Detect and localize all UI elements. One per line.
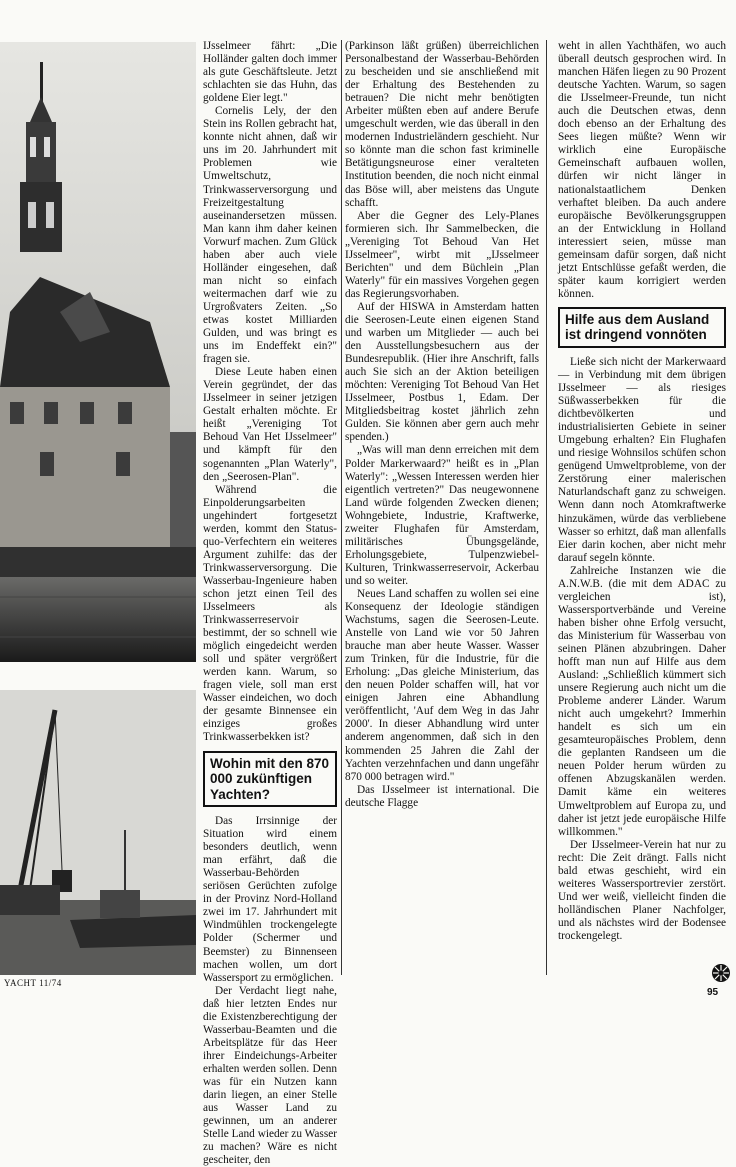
paragraph: Während die Einpolderungsarbeiten ungehindert fortgesetzt werden, kommt den Status-quo-Verfechtern ein weiteres Argument zuhilfe: das der Trinkwasserversorgung. Die Wasserbau-Ingenieure haben schon jetzt einen Teil des IJsselmeers als Trinkwasserreservoir bestimmt, der so schnell wie möglich eingedeicht werden soll und später vergrößert werden kann. Warum, so fragen viele, soll man erst Wasser eindeichen, wo doch der gesamte Binnensee ein einziges großes Trinkwasserbekken ist?: [203, 483, 337, 744]
paragraph: Diese Leute haben einen Verein gegründet, der das IJsselmeer in seiner jetzigen Gestalt erhalten möchte. Er heißt „Vereniging Tot Behoud Van Het IJsselmeer" und kämpft für den sogenannten „Plan Waterly", den „Seerosen-Plan".: [203, 366, 337, 483]
tower-photo: [0, 42, 196, 662]
article-column-1: [203, 40, 337, 1167]
paragraph: Das Irrsinnige der Situation wird einem besonders deutlich, wenn man erfährt, daß die Wasserbau-Behörden seriösen Gerüchten zufolge in der Provinz Nord-Holland zwei im 17. Jahrhundert mit Windmühlen trockengelegte Polder (Schermer und Beemster) zu Binnenseen machen wollen, um dort Wassersport zu ermöglichen.: [203, 815, 337, 984]
tower-photo-graphic: [0, 42, 196, 662]
paragraph: Auf der HISWA in Amsterdam hatten die Seerosen-Leute einen eigenen Stand und warben um Mitglieder — auch bei den Ausstellungsbesuchern aus der Bundesrepublik. (Hier ihre Anschrift, falls auch Sie sich an der Aktion beteiligen möchten: Vereniging Tot Behoud Van Het IJsselmeer, Postbus 1, Edam. Der Mitgliedsbeitrag kostet jährlich zehn Gulden. Sie können aber gern auch mehr spenden.): [345, 300, 539, 444]
paragraph: Aber die Gegner des Lely-Planes formieren sich. Ihr Sammelbecken, die „Vereniging Tot Behoud Van Het IJsselmeer", wirbt mit „IJsselmeer Berichten" und dem Büchlein „Plan Waterly" für ein massives Vorgehen gegen das Regierungsvorhaben.: [345, 209, 539, 300]
crane-photo: [0, 690, 196, 975]
section-heading: Wohin mit den 870 000 zukünftigen Yachten?: [210, 755, 330, 802]
paragraph: Ließe sich nicht der Markerwaard — in Verbindung mit dem übrigen IJsselmeer — als riesiges Süßwasserbekken für die dichtbevölkerten und industrialisierten Gebiete in seiner Umgebung erhalten? Ein Flughafen und riesige Wohnsilos schüfen schon genügend Umweltprobleme, von der Zerstörung einer malerischen Naturlandschaft ganz zu schweigen. Wenn dann noch Atomkraftwerke hinzukämen, würde das verbliebene Wasser so erhitzt, daß man allenfalls Eier darin kochen, aber nicht mehr darauf segeln könnte.: [558, 355, 726, 564]
paragraph: Das IJsselmeer ist international. Die deutsche Flagge: [345, 783, 539, 809]
magazine-issue: YACHT 11/74: [4, 978, 62, 988]
yacht-logo-icon: [711, 963, 731, 983]
column-divider: [341, 40, 342, 975]
paragraph: Zahlreiche Instanzen wie die A.N.W.B. (die mit dem ADAC zu vergleichen ist), Wassersportverbände und Vereine haben bisher ohne Erfolg versucht, das Ministerium für Wasserbau von seinen Plänen abzubringen. Daher hofft man nun auf Hilfe aus dem Ausland: „Schließlich kümmert sich unsere Regierung auch nicht um die Probleme anderer Länder. Warum nicht auch umgekehrt? Immerhin handelt es sich um ein gesamteuropäisches Problem, denn die geplanten Randseen um die neuen Polder herum würden zu offenen Abzugskanälen werden. Damit käme ein weiteres Umweltproblem auf Europa zu, und daher ist jetzt jede europäische Hilfe willkommen.": [558, 564, 726, 838]
section-heading-box: [203, 751, 337, 808]
page-number: 95: [707, 987, 719, 998]
paragraph: „Was will man denn erreichen mit dem Polder Markerwaard?" heißt es in „Plan Waterly": „Wessen Interessen werden hier eigentlich vertreten?" Das neugewonnene Land würde folgenden Zwecken dienen; Wohngebiete, Industrie, Kraftwerke, zweiter Flughafen für Amsterdam, militärisches Übungsgelände, Erholungsgebiete, Tulpenzwiebel-Kulturen, Trinkwasserreservoir, Ackerbau und so weiter.: [345, 444, 539, 587]
article-column-2: [345, 40, 539, 810]
crane-photo-graphic: [0, 690, 196, 975]
paragraph: Der Verdacht liegt nahe, daß hier letzten Endes nur die Existenzberechtigung der Wasserbau-Beamten und die Arbeitsplätze für das Heer ihrer Eindeichungs-Arbeiter erhalten werden sollen. Denn was für ein Nutzen kann darin liegen, an einer Stelle aus Wasser Land zu gewinnen, um an anderer Stelle Land wieder zu Wasser zu machen? Wäre es nicht gescheiter, den: [203, 984, 337, 1167]
column-divider: [546, 40, 547, 975]
article-column-3: [558, 40, 726, 943]
paragraph: IJsselmeer fährt: „Die Holländer galten doch immer als gute Geschäftsleute. Jetzt schlachten sie das Huhn, das goldene Eier legt.": [203, 40, 337, 105]
paragraph: Cornelis Lely, der den Stein ins Rollen gebracht hat, konnte nicht ahnen, daß wir uns im 20. Jahrhundert mit Problemen wie Umweltschutz, Trinkwasserversorgung und Freizeitgestaltung auseinandersetzen müssen. Man kann ihm daher keinen Vorwurf machen. Zum Glück haben aber auch viele Holländer eingesehen, daß man nicht so einfach weitermachen darf wie zu Urgroßvaters Zeiten. „So etwas kostet Milliarden Gulden, und was bringt es uns im Endeffekt ein?" fragen sie.: [203, 105, 337, 366]
paragraph: Neues Land schaffen zu wollen sei eine Konsequenz der Ideologie ständigen Wachstums, sagen die Seerosen-Leute. Anstelle von Land wie vor 50 Jahren brauche man aber heute Wasser. Wasser zum Trinken, für die Industrie, für die Erholung: „Das gleiche Ministerium, das den neuen Polder schaffen will, hat vor einigen Jahren eine Abhandlung veröffentlicht, 'Auf dem Weg in das Jahr 2000'. In dieser Abhandlung wird unter anderem angenommen, daß sich in den kommenden 25 Jahren die Zahl der Yachten verzehnfachen und dann ungefähr 870 000 betragen wird.": [345, 587, 539, 783]
section-heading: Hilfe aus dem Ausland ist dringend vonnöten: [565, 311, 710, 343]
paragraph: Der IJsselmeer-Verein hat nur zu recht: Die Zeit drängt. Falls nicht bald etwas geschieht, wird ein weiteres Wassersportrevier zerstört. Und wer weiß, vielleicht finden die holländischen Planer Nachfolger, und als nächstes wird der Bodensee trockengelegt.: [558, 838, 726, 942]
paragraph: (Parkinson läßt grüßen) überreichlichen Personalbestand der Wasserbau-Behörden zu bescheiden und sie anschließend mit der Erhaltung des Bestehenden zu betrauen? Die nicht mehr benötigten Arbeiter müßten eben auf andere Berufe umgeschult werden, wie das überall in den modernen Industrieländern geschieht. Nur so könnte man die schon fast kriminelle Betätigungsneurose einer veralteten Institution beenden, die noch nicht einmal das Böse will, aber meistens das Ungute schafft.: [345, 40, 539, 209]
section-heading-box: [558, 307, 726, 348]
paragraph: weht in allen Yachthäfen, wo auch überall deutsch gesprochen wird. In manchen Häfen liegen zu 90 Prozent deutsche Yachten. Warum, so sagen die IJsselmeer-Freunde, tun nicht auch die Deutschen etwas, denn doch ebenso an der Erhaltung des Sees liegen müßte? Wenn wir wirklich eine Europäische Gemeinschaft aufbauen wollen, dürfen wir nicht länger in nationalstaatlichem Denken verhaftet bleiben. Da auch andere europäische Bevölkerungsgruppen an der Entwicklung in Holland interessiert seien, müsse man gemeinsam dafür sorgen, daß nicht jetzt Entschlüsse gefaßt werden, die später kaum korrigiert werden können.: [558, 40, 726, 300]
